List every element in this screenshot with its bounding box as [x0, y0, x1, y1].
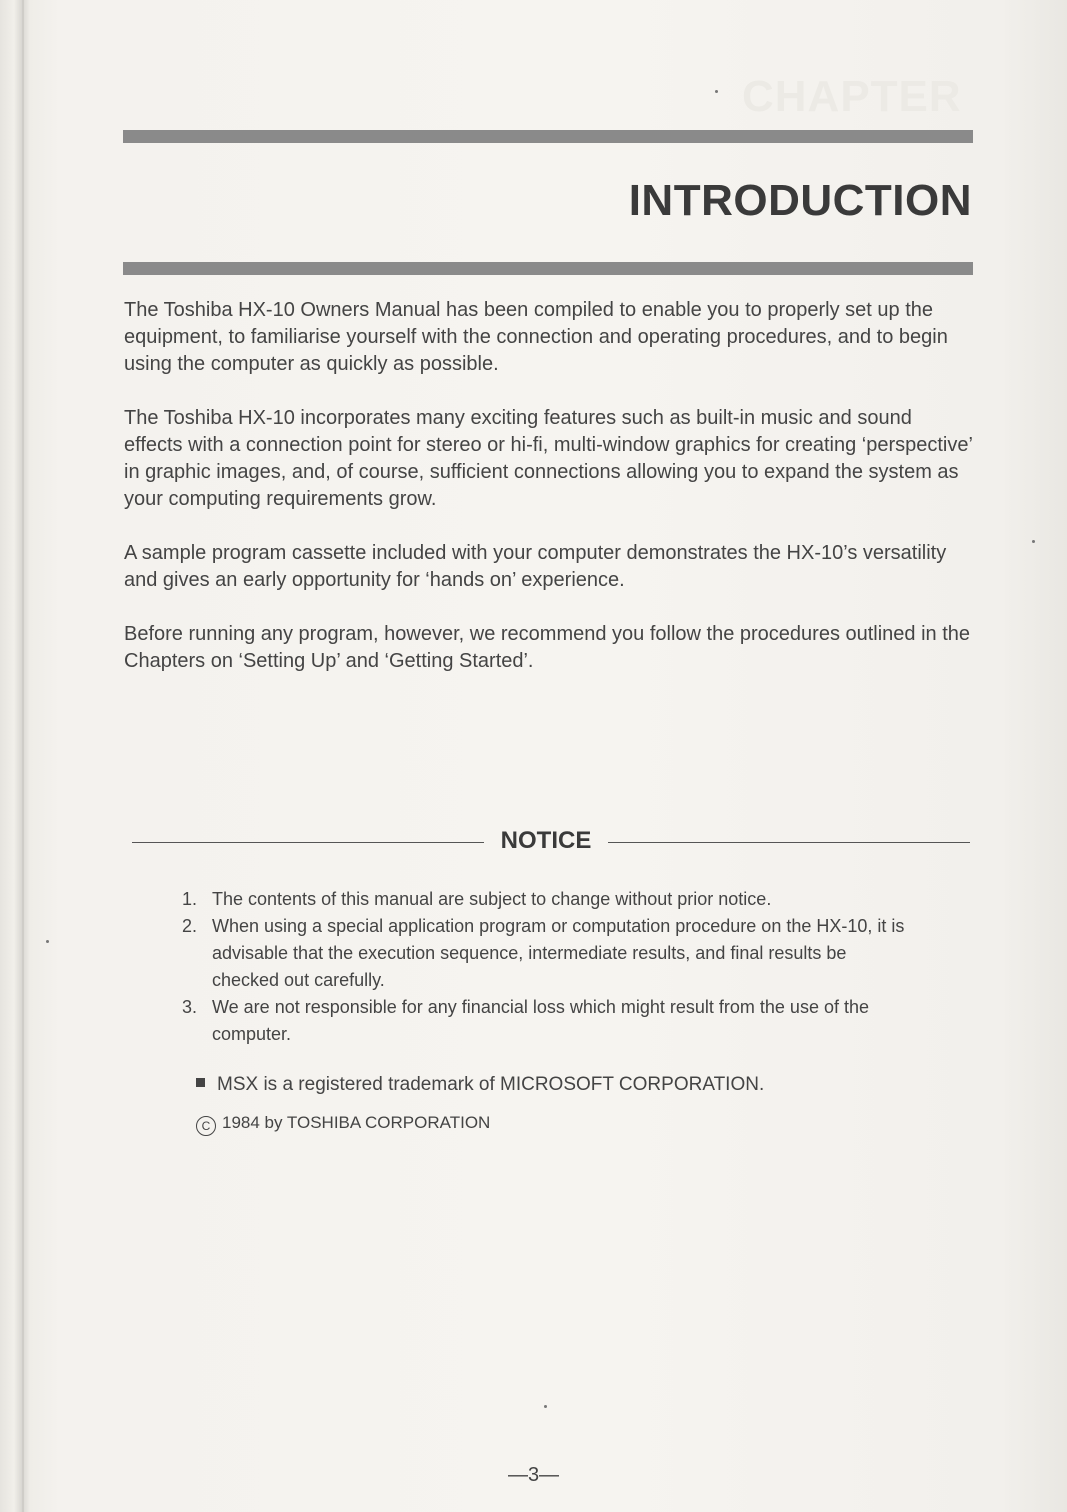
notice-item — [182, 886, 912, 913]
trademark-text: MSX is a registered trademark of MICROSOFT CORPORATION. — [217, 1074, 765, 1095]
trademark-note — [196, 1074, 764, 1096]
notice-item-text: When using a special application program or computation procedure on the HX-10, it is advisable that the execution sequence, intermediate results, and final results be checked out carefully. — [212, 916, 905, 990]
title-rule-bottom — [123, 262, 973, 275]
intro-paragraph-1: The Toshiba HX-10 Owners Manual has been compiled to enable you to properly set up the equipment, to familiarise yourself with the connection and operating procedures, and to begin using the computer as quickly as possible. — [124, 299, 948, 375]
notice-list — [182, 886, 912, 1048]
binding-edge — [22, 0, 24, 1512]
notice-rule-left — [132, 842, 484, 843]
page-title: INTRODUCTION — [628, 176, 972, 225]
intro-text — [124, 297, 974, 702]
paper-speck — [544, 1405, 547, 1408]
notice-item-text: We are not responsible for any financial loss which might result from the use of the computer. — [212, 997, 869, 1044]
notice-item-number: 3. — [182, 997, 198, 1017]
paper-speck — [1032, 540, 1035, 543]
page-number: —3— — [507, 1464, 560, 1486]
notice-item-number: 1. — [182, 889, 198, 909]
notice-item-text: The contents of this manual are subject to change without prior notice. — [212, 889, 772, 909]
notice-item-number: 2. — [182, 916, 198, 936]
title-rule-top — [123, 130, 973, 143]
paper-speck — [46, 940, 49, 943]
intro-paragraph-4: Before running any program, however, we recommend you follow the procedures outlined in the Chapters on ‘Setting Up’ and ‘Getting Started’. — [124, 623, 971, 672]
copyright-icon: C — [196, 1116, 216, 1136]
notice-item — [182, 913, 912, 994]
paper-speck — [715, 90, 718, 93]
square-bullet-icon — [196, 1078, 205, 1087]
intro-paragraph-3: A sample program cassette included with your computer demonstrates the HX-10’s versatility and gives an early opportunity for ‘hands on’ experience. — [124, 542, 947, 591]
copyright-note — [196, 1113, 490, 1136]
notice-item — [182, 994, 912, 1048]
notice-heading: NOTICE — [500, 827, 592, 854]
copyright-text: 1984 by TOSHIBA CORPORATION — [222, 1113, 491, 1132]
ghost-chapter-text: CHAPTER — [742, 72, 962, 121]
notice-rule-right — [608, 842, 970, 843]
intro-paragraph-2: The Toshiba HX-10 incorporates many exciting features such as built-in music and sound effects with a connection point for stereo or hi-fi, multi-window graphics for creating ‘perspective’ in graphic images, and, of course, sufficient connections allowing you to expand the system as your computing requirements grow. — [124, 407, 973, 510]
